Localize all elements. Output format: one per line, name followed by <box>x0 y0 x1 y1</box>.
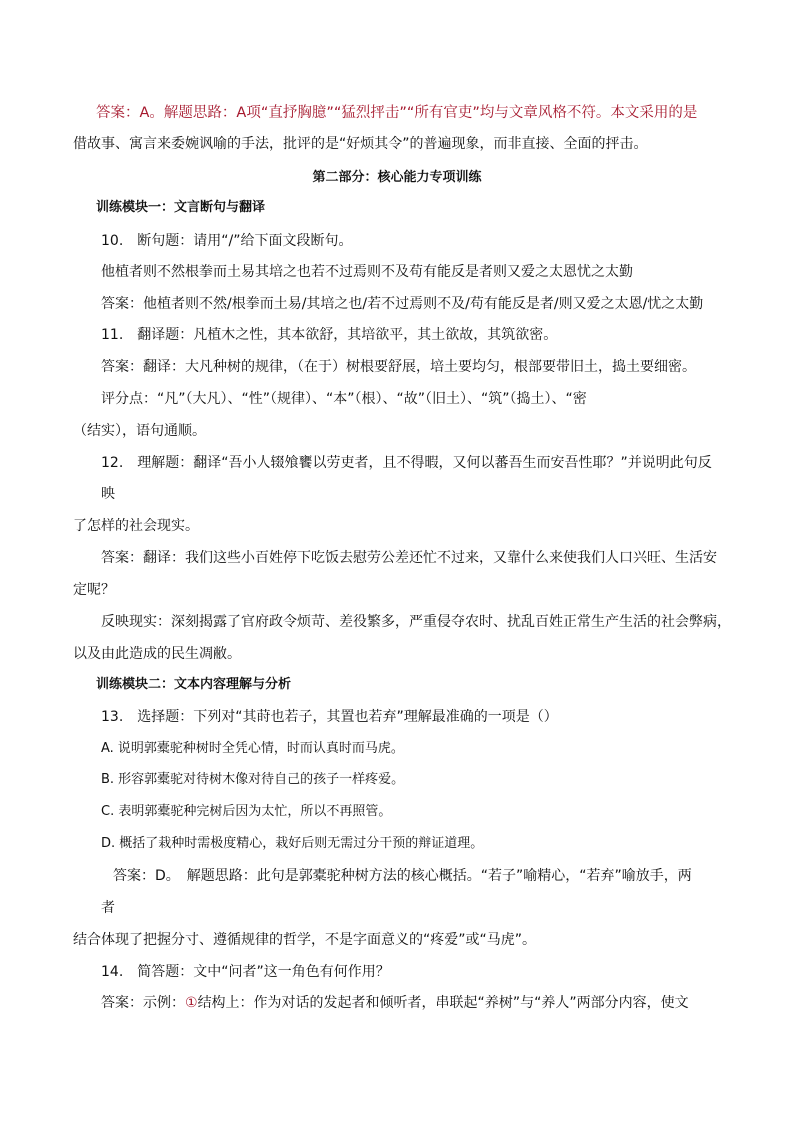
question-11-answer: 答案：翻译：大凡种树的规律，（在于）树根要舒展，培土要均匀，根部要带旧土，捣土要细密。 <box>101 359 696 375</box>
question-14: 14. 简答题：文中“问者”这一角色有何作用？ <box>101 964 390 980</box>
module-one-heading: 训练模块一：文言断句与翻译 <box>96 200 266 215</box>
question-12-line-3: 了怎样的社会现实。 <box>73 518 199 534</box>
question-13-answer-line-3: 结合体现了把握分寸、遵循规律的哲学，不是字面意义的“疼爱”或“马虎”。 <box>73 932 537 948</box>
answer-9-line-1: 答案：A。解题思路：A项“直抒胸臆”“猛烈抨击”“所有官吏”均与文章风格不符。本文采用的是 <box>96 105 698 121</box>
question-12-line-2: 映 <box>101 486 115 502</box>
module-two-heading: 训练模块二：文本内容理解与分析 <box>96 677 292 692</box>
question-12-answer-line-4: 以及由此造成的民生凋敝。 <box>73 646 241 662</box>
question-12-answer-line-1: 答案：翻译：我们这些小百姓停下吃饭去慰劳公差还忙不过来，又靠什么来使我们人口兴旺、生活安 <box>101 550 717 566</box>
answer-9-line-2: 借故事、寓言来委婉讽喻的手法，批评的是“好烦其令”的普遍现象，而非直接、全面的抨击。 <box>73 136 648 152</box>
question-11-scoring-line-2: （结实），语句通顺。 <box>73 423 206 439</box>
question-10-answer: 答案：他植者则不然/根拳而土易/其培之也/若不过焉则不及/苟有能反是者/则又爱之太恩/忧之太勤 <box>101 296 704 312</box>
question-14-answer-text: 结构上：作为对话的发起者和倾听者，串联起“养树”与“养人”两部分内容，使文 <box>197 995 689 1011</box>
question-12-answer-line-3: 反映现实：深刻揭露了官府政令烦苛、差役繁多，严重侵夺农时、扰乱百姓正常生产生活的社会弊病， <box>101 614 731 630</box>
question-13-option-b: B. 形容郭橐驼对待树木像对待自己的孩子一样疼爱。 <box>101 772 405 787</box>
question-14-answer-prefix: 答案：示例： <box>101 995 185 1011</box>
question-12-line-1: 12. 理解题：翻译“吾小人辍飧饔以劳吏者，且不得暇，又何以蕃吾生而安吾性耶？”并说明此句反 <box>101 455 712 471</box>
question-13-option-d: D. 概括了栽种时需极度精心，栽好后则无需过分干预的辩证道理。 <box>101 836 484 851</box>
question-13: 13. 选择题：下列对“其莳也若子，其置也若弃”理解最准确的一项是（） <box>101 709 558 725</box>
part-two-heading: 第二部分：核心能力专项训练 <box>312 170 482 185</box>
question-11-scoring-line-1: 评分点：“凡”（大凡）、“性”（规律）、“本”（根）、“故”（旧土）、“筑”（捣土）、“密 <box>101 391 587 407</box>
question-13-option-c: C. 表明郭橐驼种完树后因为太忙，所以不再照管。 <box>101 804 392 819</box>
question-10: 10. 断句题：请用“/”给下面文段断句。 <box>101 233 353 249</box>
question-10-text: 他植者则不然根拳而土易其培之也若不过焉则不及苟有能反是者则又爱之太恩忧之太勤 <box>101 264 633 280</box>
circled-number-one: ① <box>185 995 198 1011</box>
question-13-option-a: A. 说明郭橐驼种树时全凭心情，时而认真时而马虎。 <box>101 741 404 756</box>
question-13-answer-line-1: 答案：D。 解题思路：此句是郭橐驼种树方法的核心概括。“若子”喻精心，“若弃”喻放手，两 <box>113 868 692 884</box>
question-12-answer-line-2: 定呢？ <box>73 582 115 598</box>
question-13-answer-line-2: 者 <box>101 900 115 916</box>
question-11: 11. 翻译题：凡植木之性，其本欲舒，其培欲平，其土欲故，其筑欲密。 <box>101 327 558 343</box>
question-14-answer <box>101 993 689 1013</box>
